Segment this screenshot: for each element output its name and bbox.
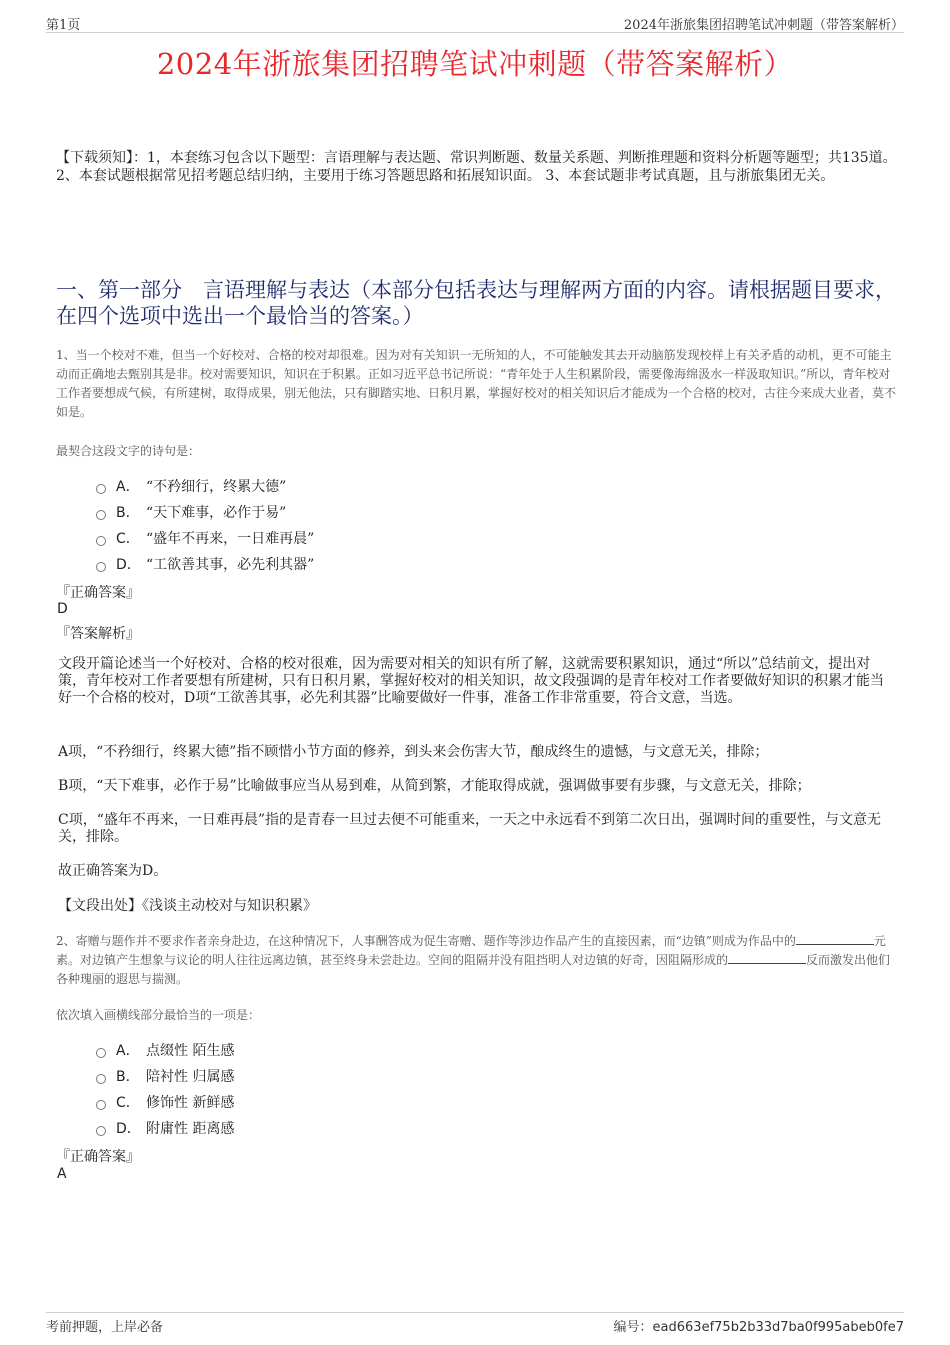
radio-icon[interactable] (96, 1074, 106, 1084)
q2-option-a[interactable]: A． 点缀性 陌生感 (96, 1037, 234, 1063)
q1-option-d[interactable]: D． “工欲善其事，必先利其器” (96, 551, 314, 577)
radio-icon[interactable] (96, 536, 106, 546)
section-title: 一、第一部分 言语理解与表达（本部分包括表达与理解两方面的内容。请根据题目要求，在四个选项中选出一个最恰当的答案。） (56, 278, 896, 328)
q1-answer: D (57, 601, 68, 617)
question-2-text: 2、寄赠与题作并不要求作者亲身赴边，在这种情况下，人事酬答成为促生寄赠、题作等涉边作品产生的直接因素，而“边镇”则成为作品中的 元素。对边镇产生想象与议论的明人往往远离边镇，甚至终身未尝赴边。空间的阻隔并没有阻挡明人对边镇的好奇，因阻隔形成的 反而激发出他们各种瑰丽的遐思与揣测。 (56, 934, 891, 986)
radio-icon[interactable] (96, 1126, 106, 1136)
question-1-text: 1、当一个校对不难，但当一个好校对、合格的校对却很难。因为对有关知识一无所知的人，不可能触发其去开动脑筋发现校样上有关矛盾的动机，更不可能主动而正确地去甄别其是非。校对需要知识，知识在于积累。正如习近平总书记所说：“青年处于人生积累阶段，需要像海绵汲水一样汲取知识。”所以，青年校对工作者要想成气候，有所建树，取得成果，别无他法，只有脚踏实地、日积月累，掌握好校对的相关知识后才能成为一个合格的校对，古往今来成大业者，莫不如是。 (56, 348, 897, 419)
download-notice: 【下载须知】：1，本套练习包含以下题型：言语理解与表达题、常识判断题、数量关系题、判断推理题和资料分析题等题型；共135道。 2、本套试题根据常见招考题总结归纳，主要用于练习答题思路和拓展知识面。 3、本套试题非考试真题，且与浙旅集团无关。 (56, 150, 897, 184)
q2-option-d[interactable]: D． 附庸性 距离感 (96, 1115, 234, 1141)
q2-answer: A (57, 1166, 67, 1182)
q1-source: 【文段出处】《浅谈主动校对与知识积累》 (58, 898, 317, 914)
q1-analysis-label: 『答案解析』 (56, 626, 140, 642)
q1-analysis-paragraph: 故正确答案为D。 (58, 863, 168, 879)
question-2-prompt: 依次填入画横线部分最恰当的一项是： (56, 1008, 261, 1022)
q1-option-a[interactable]: A． “不矜细行，终累大德” (96, 473, 314, 499)
footer-slogan: 考前押题，上岸必备 (46, 1320, 164, 1335)
question-1-options (96, 473, 314, 577)
q1-analysis-paragraph: A项，“不矜细行，终累大德”指不顾惜小节方面的修养，到头来会伤害大节，酿成终生的遗憾，与文意无关，排除； (58, 744, 769, 760)
question-1-prompt: 最契合这段文字的诗句是： (56, 444, 201, 458)
q1-answer-label: 『正确答案』 (56, 585, 140, 601)
q2-answer-label: 『正确答案』 (56, 1149, 140, 1165)
page-number: 第1页 (46, 18, 81, 33)
radio-icon[interactable] (96, 1100, 106, 1110)
radio-icon[interactable] (96, 484, 106, 494)
q1-analysis-paragraph: B项，“天下难事，必作于易”比喻做事应当从易到难，从简到繁，才能取得成就，强调做事要有步骤，与文意无关，排除； (58, 778, 811, 794)
fill-blank-2[interactable] (728, 951, 806, 964)
q2-option-b[interactable]: B． 陪衬性 归属感 (96, 1063, 234, 1089)
question-2-options (96, 1037, 234, 1141)
radio-icon[interactable] (96, 562, 106, 572)
q1-analysis-paragraph: C项，“盛年不再来，一日难再晨”指的是青春一旦过去便不可能重来，一天之中永远看不到第二次日出，强调时间的重要性，与文意无关，排除。 (58, 812, 882, 845)
radio-icon[interactable] (96, 510, 106, 520)
q1-option-b[interactable]: B． “天下难事，必作于易” (96, 499, 314, 525)
page-footer (46, 1312, 904, 1334)
radio-icon[interactable] (96, 1048, 106, 1058)
page-header (46, 14, 904, 33)
document-title: 2024年浙旅集团招聘笔试冲刺题（带答案解析） (156, 47, 794, 81)
q2-option-c[interactable]: C． 修饰性 新鲜感 (96, 1089, 234, 1115)
q1-analysis-paragraph: 文段开篇论述当一个好校对、合格的校对很难，因为需要对相关的知识有所了解，这就需要积累知识，通过“所以”总结前文，提出对策，青年校对工作者要想有所建树，只有日积月累，掌握好校对的相关知识，故文段强调的是青年校对工作者要做好知识的积累才能当好一个合格的校对，D项“工欲善其事，必先利其器”比喻要做好一件事，准备工作非常重要，符合文意，当选。 (58, 656, 884, 706)
header-doc-title: 2024年浙旅集团招聘笔试冲刺题（带答案解析） (623, 18, 904, 33)
document-id: 编号：ead663ef75b2b33d7ba0f995abeb0fe7 (613, 1320, 904, 1335)
q1-option-c[interactable]: C． “盛年不再来，一日难再晨” (96, 525, 314, 551)
fill-blank-1[interactable] (796, 932, 874, 945)
